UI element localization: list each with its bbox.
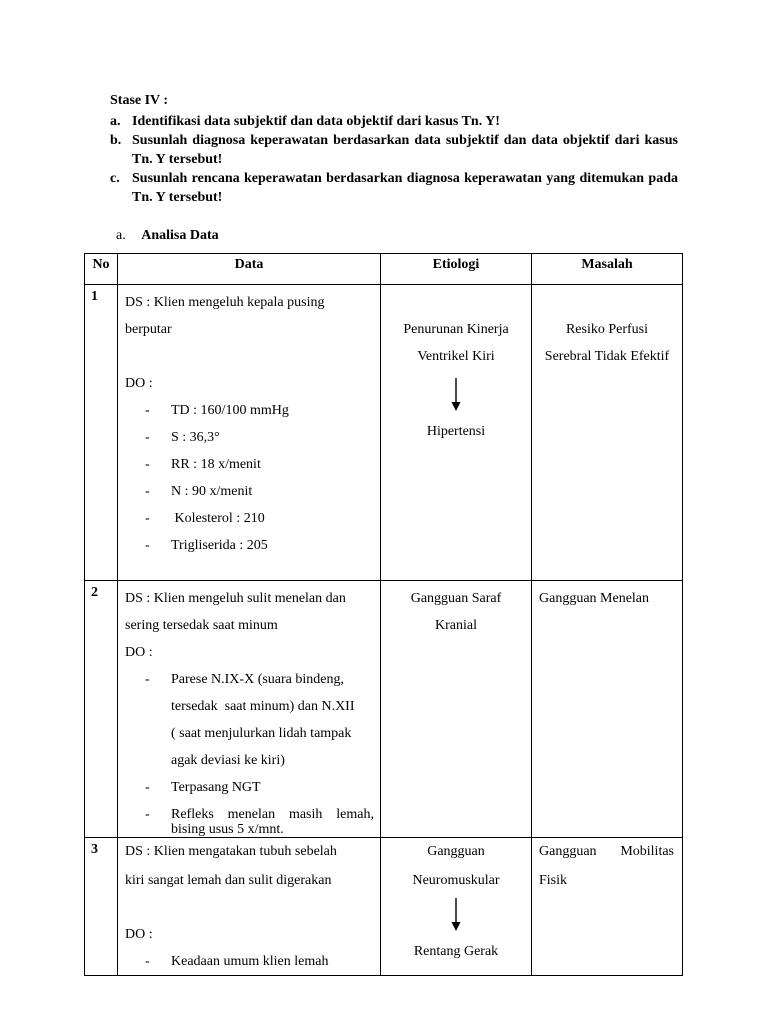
ds-line: kiri sangat lemah dan sulit digerakan xyxy=(125,873,332,888)
data-cell xyxy=(118,581,381,838)
section-letter: a. xyxy=(116,228,126,243)
list-item-continuation: ( saat menjulurkan lidah tampak xyxy=(171,726,352,741)
list-item: - N : 90 x/menit xyxy=(145,484,253,499)
etiologi-line: Hipertensi xyxy=(426,424,486,439)
list-item: - TD : 160/100 mmHg xyxy=(145,403,289,418)
do-label: DO : xyxy=(125,645,153,660)
section-heading xyxy=(116,228,219,244)
stase-heading: Stase IV : xyxy=(110,93,169,108)
list-item: - Parese N.IX-X (suara bindeng, xyxy=(145,672,344,687)
arrow-down-icon xyxy=(381,375,531,415)
task-letter: b. xyxy=(110,133,122,148)
ds-line: DS : Klien mengeluh kepala pusing xyxy=(125,295,325,310)
etiologi-line: Gangguan Saraf xyxy=(410,591,502,606)
row-number: 1 xyxy=(85,285,118,581)
ds-line: berputar xyxy=(125,322,172,337)
table-row xyxy=(85,285,683,581)
section-title: Analisa Data xyxy=(141,228,219,243)
task-item-b xyxy=(110,131,678,169)
list-item: - Refleks menelan masih lemah, bising usus 5 x/mnt. xyxy=(145,807,378,837)
masalah-word: Fisik xyxy=(539,873,568,888)
masalah-line: Gangguan Menelan xyxy=(539,591,650,606)
task-list xyxy=(110,112,678,207)
list-item-continuation: tersedak saat minum) dan N.XII xyxy=(171,699,355,714)
etiologi-cell xyxy=(381,838,532,976)
masalah-line: Resiko Perfusi xyxy=(565,322,649,337)
data-cell xyxy=(118,285,381,581)
table-row xyxy=(85,838,683,976)
do-label: DO : xyxy=(125,927,153,942)
task-letter: a. xyxy=(110,114,121,129)
list-item: - Keadaan umum klien lemah xyxy=(145,954,329,969)
do-label: DO : xyxy=(125,376,153,391)
ds-line: DS : Klien mengeluh sulit menelan dan xyxy=(125,591,346,606)
list-item: - Trigliserida : 205 xyxy=(145,538,268,553)
etiologi-line: Neuromuskular xyxy=(412,873,500,888)
table-header-row xyxy=(85,254,683,285)
masalah-cell xyxy=(532,838,683,976)
analisa-data-table xyxy=(84,253,683,976)
list-item: - RR : 18 x/menit xyxy=(145,457,261,472)
ds-line: DS : Klien mengatakan tubuh sebelah xyxy=(125,844,337,859)
task-text: Identifikasi data subjektif dan data objektif dari kasus Tn. Y! xyxy=(132,114,500,129)
row-number: 2 xyxy=(85,581,118,838)
etiologi-line: Ventrikel Kiri xyxy=(417,349,495,364)
table-row xyxy=(85,581,683,838)
etiologi-line: Kranial xyxy=(435,618,477,633)
masalah-word: Gangguan xyxy=(539,844,597,859)
list-item: - Kolesterol : 210 xyxy=(145,511,265,526)
etiologi-line: Penurunan Kinerja xyxy=(403,322,509,337)
list-item: - S : 36,3° xyxy=(145,430,220,445)
task-item-c xyxy=(110,169,678,207)
etiologi-line: Gangguan xyxy=(427,844,485,859)
task-text: Susunlah rencana keperawatan berdasarkan diagnosa keperawatan yang ditemukan pada Tn. Y tersebut! xyxy=(132,171,678,205)
header-masalah: Masalah xyxy=(532,254,683,285)
masalah-cell xyxy=(532,581,683,838)
header-no: No xyxy=(85,254,118,285)
etiologi-line: Rentang Gerak xyxy=(413,944,499,959)
task-text: Susunlah diagnosa keperawatan berdasarkan data subjektif dan data objektif dari kasus Tn. Y tersebut! xyxy=(132,133,678,167)
list-item-continuation: agak deviasi ke kiri) xyxy=(171,753,285,768)
row-number: 3 xyxy=(85,838,118,976)
masalah-cell xyxy=(532,285,683,581)
etiologi-cell xyxy=(381,285,532,581)
masalah-word: Mobilitas xyxy=(620,844,674,859)
task-item-a xyxy=(110,112,678,131)
list-item: - Terpasang NGT xyxy=(145,780,261,795)
masalah-line: Serebral Tidak Efektif xyxy=(544,349,670,364)
header-data: Data xyxy=(118,254,381,285)
data-cell xyxy=(118,838,381,976)
task-letter: c. xyxy=(110,171,120,186)
header-etiologi: Etiologi xyxy=(381,254,532,285)
ds-line: sering tersedak saat minum xyxy=(125,618,278,633)
etiologi-cell xyxy=(381,581,532,838)
arrow-down-icon xyxy=(381,898,531,932)
